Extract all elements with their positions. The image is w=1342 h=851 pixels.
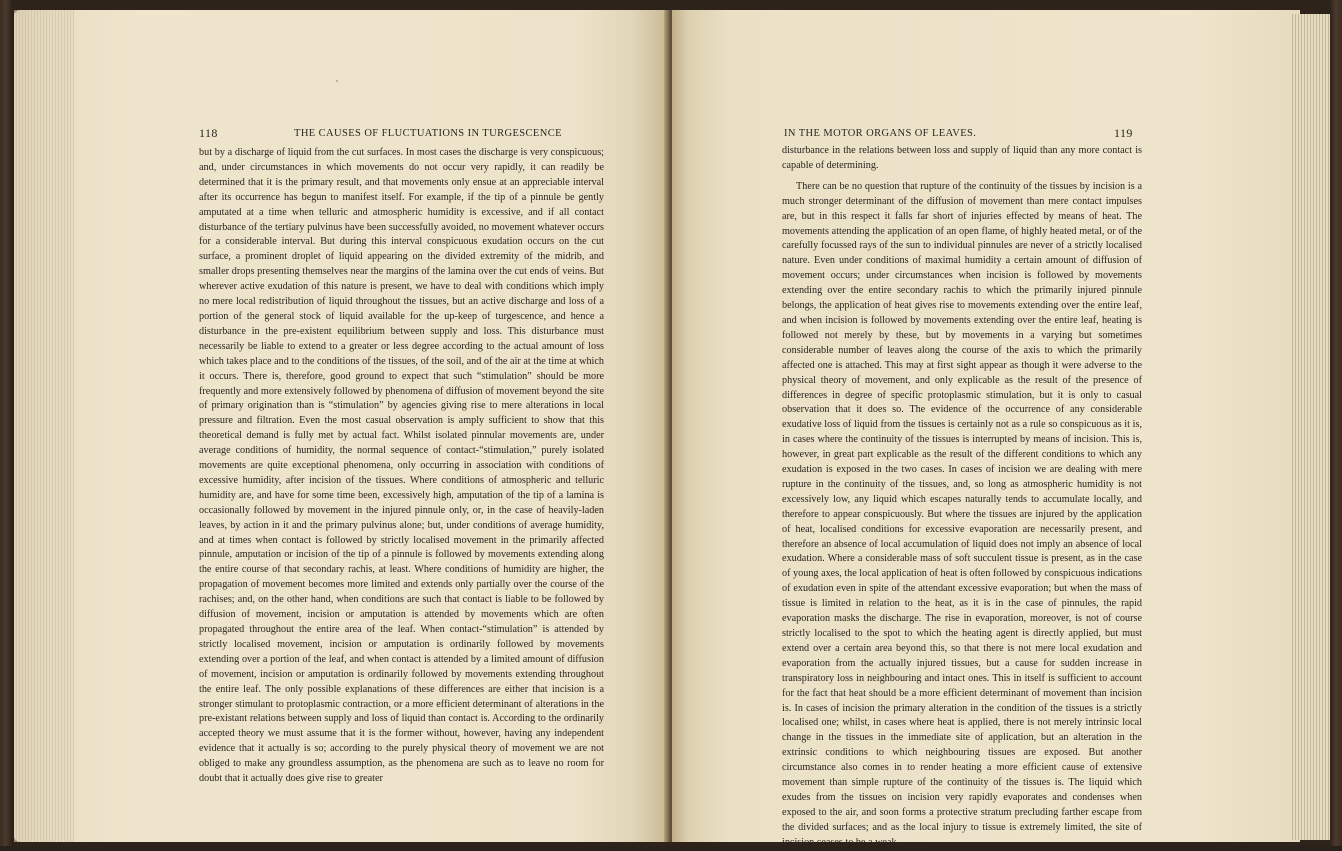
left-running-head: THE CAUSES OF FLUCTUATIONS IN TURGESCENCE [294, 128, 562, 139]
left-page [14, 10, 668, 842]
left-page-edges [14, 10, 74, 842]
right-page-number: 119 [1114, 126, 1133, 140]
page-speck [336, 80, 338, 82]
left-paragraph: but by a discharge of liquid from the cut surfaces. In most cases the discharge is very conspicuous; and, under circumstances in which movements do not occur very rapidly, it can readily be determined that it is the primary result, and that movements only ensue at an appreciable interval after its occurrence has begun to manifest itself. For example, if the tip of a pinnule be gently amputated at a time when telluric and atmospheric humidity is excessive, and if all contact disturbance of the tertiary pulvinus have been successfully avoided, no movement whatever occurs for a considerable interval. But during this interval conspicuous exudation occurs on the cut surface, a prominent droplet of liquid appearing on the divided extremity of the midrib, and smaller drops presenting themselves near the margins of the lamina over the cut ends of veins. But wherever active exudation of this nature is present, we have to deal with conditions which imply no mere local redistribution of liquid throughout the tissues, but an active discharge and loss of a portion of the general stock of liquid available for the up-keep of turgescence, and hence a disturbance in the pre-existent equilibrium between supply and loss. This disturbance must necessarily be liable to extend to a greater or less degree according to the actual amount of loss which takes place and to the conditions of the tissues, of the soil, and of the air at the time at which it occurs. There is, therefore, good ground to expect that such “stimulation” should be more frequently and more extensively followed by phenomena of diffusion of movement beyond the site of primary origination than is “stimulation” by agencies giving rise to mere alterations in local pressure and filtration. Even the most casual observation is amply sufficient to show that this theoretical demand is fully met by actual fact. Whilst isolated pinnular movements are, under average conditions of humidity, the normal sequence of contact-“stimulation,” purely isolated movements are quite exceptional phenomena, only occurring in association with conditions of excessive humidity, after incision of the tissues. Where conditions of atmospheric and telluric humidity are, and have for some time been, excessively high, amputation of the tip of a lamina is occasionally followed by movement in the injured pinnule only, or, in the case of heavily-laden leaves, by action in it and the primary pulvinus alone; but, under conditions of average humidity, and at times when contact is followed by strictly localised movement in the primarily affected pinnule, amputation or incision of the tip of a pinnule is followed by movements extending along the entire course of that secondary rachis, at least. Where conditions of humidity are higher, the propagation of movement becomes more limited and extends only partially over the course of the rachises; and, on the other hand, when conditions are such that contact is liable to be followed by diffusion of movement, incision or amputation is attended by movements which are often propagated throughout the entire area of the leaf. When contact-“stimulation” is attended by strictly localised movement, incision or amputation is ordinarily followed by movements extending over a portion of the leaf, and when contact is attended by a limited amount of diffusion of movement, incision or amputation is ordinarily followed by movements extending throughout the entire leaf. The only possible explanations of these differences are either that incision is a stronger stimulant to protoplasmic contraction, or a more efficient determinant of alterations in the pre-existant relations between supply and loss of liquid than contact is. According to the ordinarily accepted theory we must assume that it is the former without, however, having any independent evidence that it actually is so; according to the purely physical theory of movement we are not obliged to make any groundless assumption, as the phenomena are such as to leave no room for doubt that it actually does give rise to greater [199, 147, 604, 785]
right-page [672, 10, 1300, 848]
right-paragraph: There can be no question that rupture of the continuity of the tissues by incision is a much stronger determinant of the diffusion of movement than mere contact impulses are, but in this respect it falls far short of injuries effected by means of heat. The movements attending the application of an open flame, of highly heated metal, or of the carefully focussed rays of the sun to individual pinnules are never of a strictly localised nature. Even under conditions of maximal humidity a certain amount of diffusion of movement occurs; under circumstances when incision is followed by movements extending over the entire secondary rachis to which the primarily injured pinnule belongs, the application of heat gives rise to movements extending over the entire leaf, and when incision is followed by movements extending over the entire leaf, heating is followed not merely by these, but by movements in a varying but sometimes considerable number of leaves along the course of the axis to which the primarily affected one is attached. This may at first sight appear as though it were adverse to the physical theory of movement, and only explicable as the result of the presence of differences in degree of specific protoplasmic stimulation, but it is only to casual observation that it does so. The evidence of the occurrence of any considerable exudative loss of liquid from the tissues is certainly not as a rule so conspicuous as it is, in cases where the continuity of the tissues is interrupted by means of incision. This is, however, in great part explicable as the result of the different conditions to which any exudation is exposed in the two cases. In cases of incision we are dealing with mere rupture in the continuity of the tissues, and, so long as atmospheric humidity is not excessively low, any liquid which escapes naturally tends to accumulate locally, and therefore to appear conspicuously. But where the tissues are injured by the application of heat, localised conditions for excessive evaporation are necessarily present, and therefore an absence of local accumulation of liquid does not imply an absence of local exudation. Where a considerable mass of soft succulent tissue is present, as in the case of young axes, the local application of heat is often followed by conspicuous indications of exudation even in spite of the attendant excessive evaporation; but when the mass of tissue is limited in relation to the heat, as it is in the case of pinnules, the rapid evaporation masks the discharge. The rise in evaporation, moreover, is not of course strictly localised to the spot to which the heating agent is directly applied, but must extend over a certain area beyond this, so that there is not mere local exudation and evaporation from the actually injured tissues, but a cause for sudden increase in transpiratory loss in neighbouring and intact ones. This in itself is sufficient to account for the fact that heat should be a more efficient determinant of movement than incision is. In cases of incision the primary alteration in the condition of the tissues is a strictly localised one; whilst, in cases where heat is applied, there is not merely intrinsic local change in the tissues in the immediate site of application, but an alteration in the extrinsic conditions to which neighbouring tissues are exposed. But another circumstance also comes in to render heating a more efficient cause of extensive movement than simple rupture of the continuity of the tissues is. The liquid which exudes from the tissues on incision very rapidly evaporates and condenses when exposed to the air, and soon forms a protective stratum precluding farther escape from the divided surfaces; and as the local injury to tissue is extremely limited, the site of incision ceases to be a weak [782, 180, 1142, 848]
left-page-text [199, 146, 604, 785]
right-page-edges [1290, 14, 1330, 840]
right-paragraph: disturbance in the relations between loss and supply of liquid than any more contact is capable of determining. [782, 145, 1142, 171]
right-page-text [782, 144, 1142, 848]
right-running-head: IN THE MOTOR ORGANS OF LEAVES. [784, 128, 977, 139]
left-page-number: 118 [199, 126, 218, 140]
